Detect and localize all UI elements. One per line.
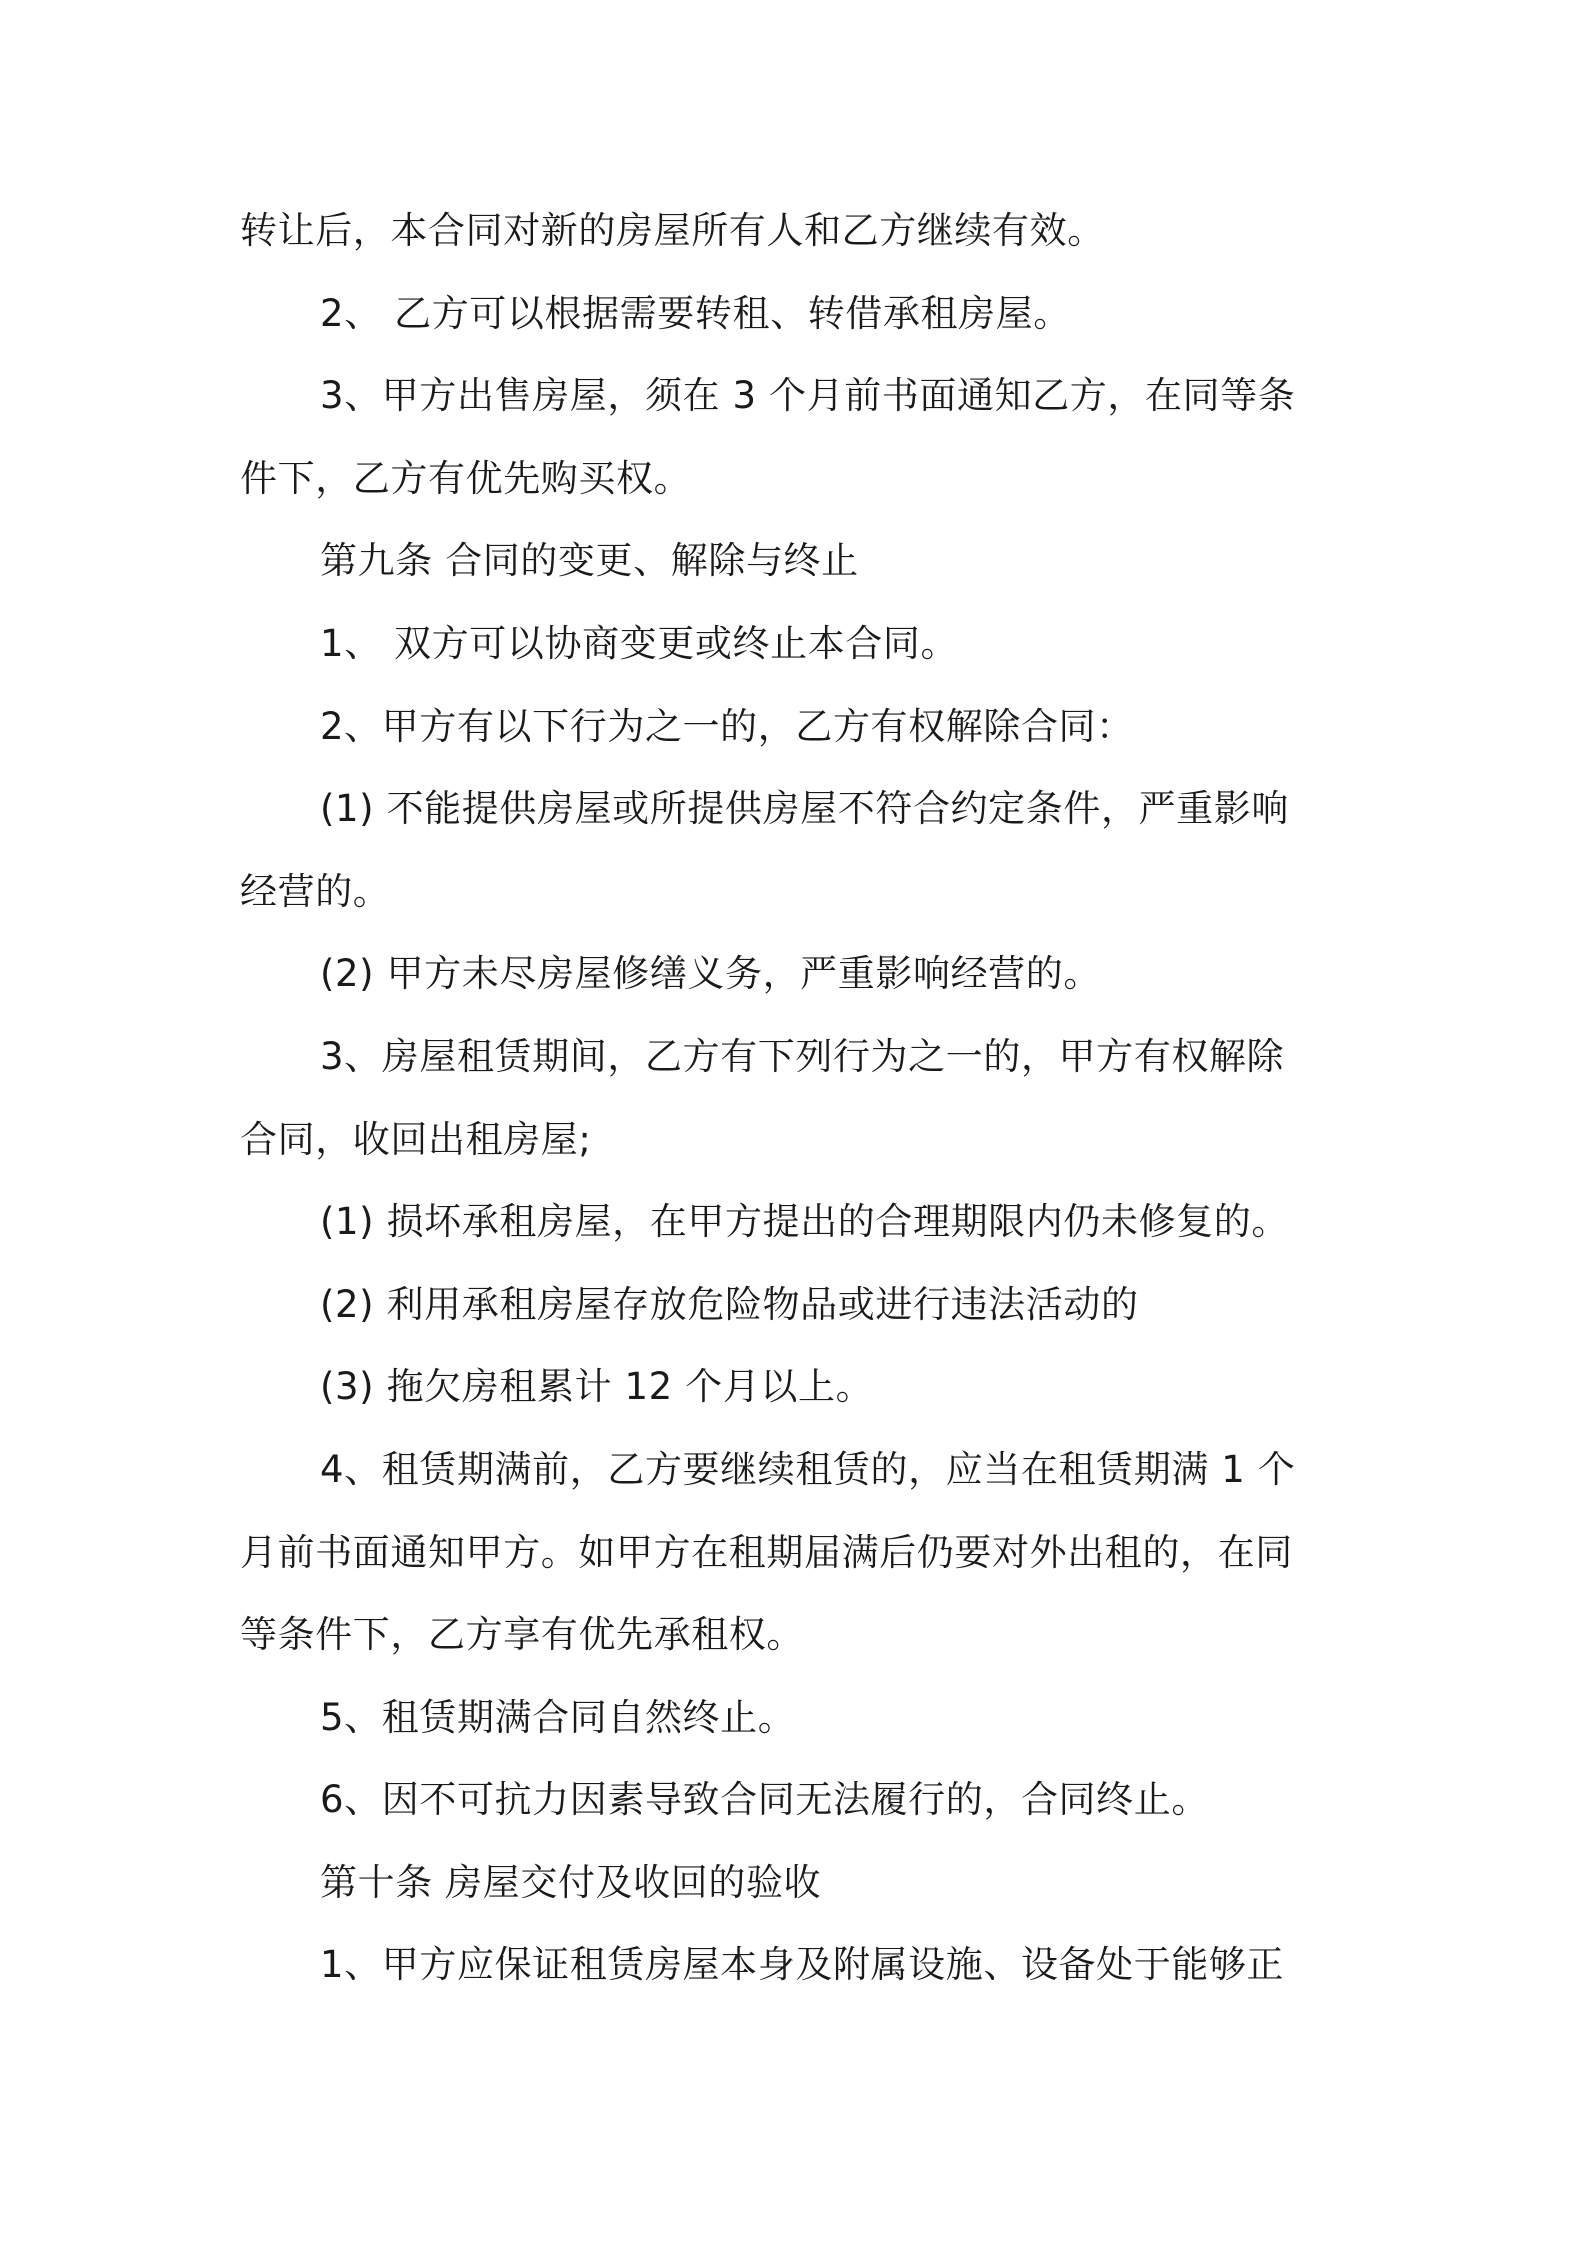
section-heading: 第九条 合同的变更、解除与终止 xyxy=(320,539,859,583)
contract-text xyxy=(240,190,1360,2007)
text-line: 2、 乙方可以根据需要转租、转借承租房屋。 xyxy=(320,291,1071,335)
text-line: 1、 双方可以协商变更或终止本合同。 xyxy=(320,621,959,665)
text-line: (1) 不能提供房屋或所提供房屋不符合约定条件，严重影响 xyxy=(320,787,1289,831)
text-line: 3、甲方出售房屋，须在 3 个月前书面通知乙方，在同等条 xyxy=(320,374,1296,418)
text-line: 件下，乙方有优先购买权。 xyxy=(240,456,692,500)
text-line: 转让后，本合同对新的房屋所有人和乙方继续有效。 xyxy=(240,209,1105,252)
text-line: 5、租赁期满合同自然终止。 xyxy=(320,1695,796,1739)
text-line: 经营的。 xyxy=(240,869,391,913)
text-line: (3) 拖欠房租累计 12 个月以上。 xyxy=(320,1365,874,1409)
text-line: 1、甲方应保证租赁房屋本身及附属设施、设备处于能够正 xyxy=(320,1943,1285,1987)
text-line: 3、房屋租赁期间，乙方有下列行为之一的，甲方有权解除 xyxy=(320,1034,1285,1078)
text-line: 6、因不可抗力因素导致合同无法履行的，合同终止。 xyxy=(320,1778,1209,1822)
text-line: 合同，收回出租房屋; xyxy=(240,1117,592,1161)
section-heading: 第十条 房屋交付及收回的验收 xyxy=(320,1860,822,1904)
text-line: 4、租赁期满前，乙方要继续租赁的，应当在租赁期满 1 个 xyxy=(320,1447,1296,1491)
text-line: (1) 损坏承租房屋，在甲方提出的合理期限内仍未修复的。 xyxy=(320,1200,1289,1244)
text-line: 2、甲方有以下行为之一的，乙方有权解除合同： xyxy=(320,704,1134,748)
text-line: (2) 甲方未尽房屋修缮义务，严重影响经营的。 xyxy=(320,952,1101,996)
text-line: (2) 利用承租房屋存放危险物品或进行违法活动的 xyxy=(320,1282,1139,1326)
text-line: 等条件下，乙方享有优先承租权。 xyxy=(240,1613,804,1657)
text-line: 月前书面通知甲方。如甲方在租期届满后仍要对外出租的，在同 xyxy=(240,1530,1293,1574)
